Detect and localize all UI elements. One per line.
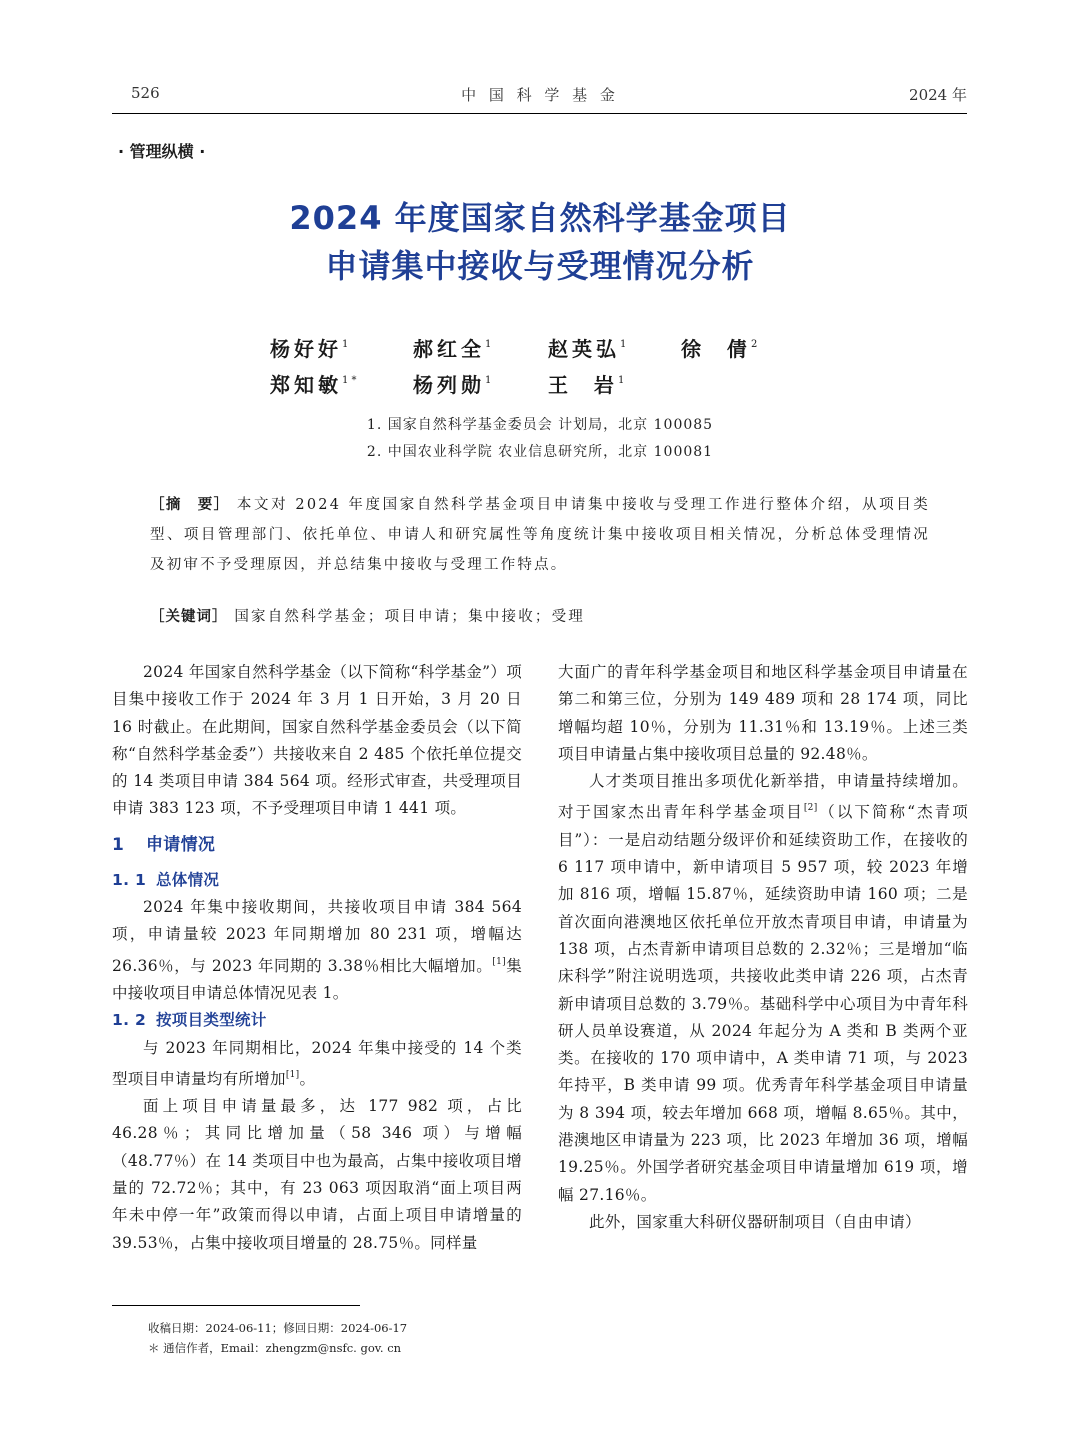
footnote-contact: ＊ 通信作者，Email：zhengzm@nsfc. gov. cn [148,1341,402,1355]
header-rule [112,113,967,114]
subsection-title: 按项目类型统计 [156,1011,267,1030]
paragraph-text: 与 2023 年同期相比，2024 年集中接受的 14 个类型项目申请量均有所增加 [112,1038,522,1088]
right-column [558,659,968,1236]
keywords [150,602,930,632]
section-tag: · 管理纵横 · [118,142,206,161]
body-paragraph: 此外，国家重大科研仪器研制项目（自由申请） [589,1212,921,1231]
title-line-1: 2024 年度国家自然科学基金项目 [289,199,791,237]
subsection-title: 总体情况 [156,870,220,889]
author-name: 王 岩 [548,373,618,397]
paragraph-text: 。 [299,1069,316,1088]
title-line-2: 申请集中接收与受理情况分析 [325,247,755,285]
author [548,333,626,362]
keywords-text: 国家自然科学基金；项目申请；集中接收；受理 [234,609,586,625]
citation-ref: [1] [492,956,506,967]
paragraph-text: 集中接收项目申请总体情况见表 1。 [112,956,522,1002]
citation-ref: [1] [285,1069,300,1080]
author [270,333,348,362]
author-name: 郝红全 [413,337,485,361]
author-affiliation-mark: 1 [342,339,349,350]
author [413,333,491,362]
author-affiliation-mark: 1 [620,339,627,350]
subsection-heading [112,1007,522,1034]
page-number: 526 [131,84,160,102]
footnote-rule [112,1305,360,1306]
abstract [150,490,930,580]
section-number: 1 [112,834,125,855]
header-year: 2024 年 [909,86,967,104]
author [413,369,491,398]
author-name: 赵英弘 [548,337,620,361]
subsection-heading [112,867,522,894]
author-name: 杨好好 [270,337,342,361]
author [681,333,757,362]
affiliation: 2. 中国农业科学院 农业信息研究所，北京 100081 [366,444,714,460]
author-affiliation-mark: 1 [485,375,492,386]
author [270,369,357,398]
affiliation: 1. 国家自然科学基金委员会 计划局，北京 100085 [366,417,714,433]
journal-name: 中 国 科 学 基 金 [461,86,619,104]
author-affiliation-mark: 1 * [342,375,357,386]
author [548,369,624,398]
section-title: 申请情况 [146,834,216,855]
author-affiliation-mark: 1 [617,375,625,386]
abstract-text: 本文对 2024 年度国家自然科学基金项目申请集中接收与受理工作进行整体介绍，从项目类型、项目管理部门、依托单位、申请人和研究属性等角度统计集中接收项目相关情况，分析总体受理情况及初审不予受理原因，并总结集中接收与受理工作特点。 [150,497,931,573]
left-column [112,659,522,1257]
author-affiliation-mark: 2 [750,339,758,350]
paragraph-text: 2024 年集中接收期间，共接收项目申请 384 564 项，申请量较 2023 年同期增加 80 231 项，增幅达 26.36％，与 2023 年同期的 3.38％相比大幅增加。 [112,898,522,975]
body-paragraph [112,894,522,1007]
body-paragraph [558,768,968,1209]
subsection-number: 1. 1 [112,870,147,889]
body-paragraph: 大面广的青年科学基金项目和地区科学基金项目申请量在第二和第三位，分别为 149 489 项和 28 174 项，同比增幅均超 10％，分别为 11.31％和 13.19％。上述三类项目申请量占集中接收项目总量的 92.48％。 [558,663,968,763]
body-paragraph [112,1035,522,1094]
subsection-number: 1. 2 [112,1011,147,1030]
author-affiliation-mark: 1 [485,339,492,350]
section-heading [112,823,522,867]
author-name: 郑知敏 [270,373,342,397]
keywords-label: ［关键词］ [150,609,228,625]
paragraph-text: （以下简称“杰青项目”）：一是启动结题分级评价和延续资助工作，在接收的 6 117 项申请中，新申请项目 5 957 项，较 2023 年增加 816 项，增幅 15.87％，延续资助申请 160 项；二是首次面向港澳地区依托单位开放杰青项目申请，申请量为 138 项，占杰青新申请项目总数的 2.32％；三是增加“临床科学”附注说明选项，共接收此类申请 226 项，占杰青新申请项目总数的 3.79％。基础科学中心项目为中青年科研人员单设赛道，从 2024 年起分为 A 类和 B 类两个亚类。在接收的 170 项申请中，A 类申请 71 项，与 2023 年持平，B 类申请 99 项。优秀青年科学基金项目申请量为 8 394 项，较去年增加 668 项，增幅 8.65％。其中，港澳地区申请量为 223 项，比 2023 年增加 36 项，增幅 19.25％。外国学者研究基金项目申请量增加 619 项，增幅 27.16％。 [558,803,969,1204]
body-paragraph: 面上项目申请量最多，达 177 982 项，占比 46.28％；其同比增加量（58 346 项）与增幅（48.77％）在 14 类项目中也为最高，占集中接收项目增量的 72.72％；其中，有 23 063 项因取消“面上项目两年未中停一年”政策而得以申请，占面上项目申请增量的 39.53％，占集中接收项目增量的 28.75％。同样量 [112,1097,522,1252]
author-name: 徐 倩 [681,337,751,361]
author-name: 杨列勋 [413,373,485,397]
citation-ref: [2] [803,803,818,814]
footnote-dates: 收稿日期：2024-06-11；修回日期：2024-06-17 [148,1321,408,1335]
intro-paragraph: 2024 年国家自然科学基金（以下简称“科学基金”）项目集中接收工作于 2024 年 3 月 1 日开始，3 月 20 日 16 时截止。在此期间，国家自然科学基金委员会（以下简称“自然科学基金委”）共接收来自 2 485 个依托单位提交的 14 类项目申请 384 564 项。经形式审查，共受理项目申请 383 123 项，不予受理项目申请 1 441 项。 [112,663,522,818]
abstract-label: ［摘 要］ [150,497,230,513]
paragraph-text: 人才类项目推出多项优化新举措，申请量持续增加。对于国家杰出青年科学基金项目 [558,772,968,822]
